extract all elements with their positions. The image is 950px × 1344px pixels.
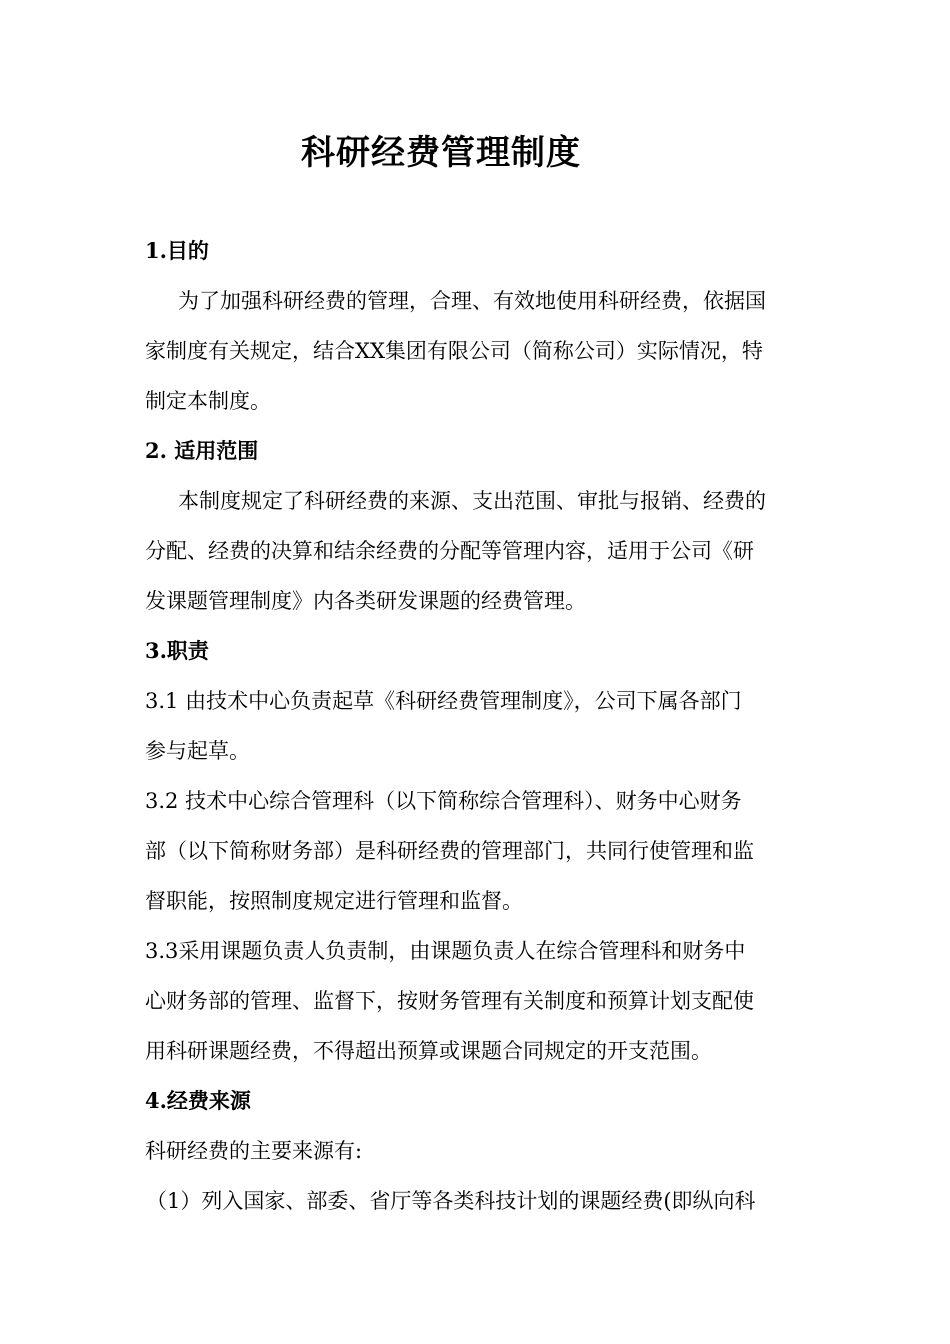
paragraph-line: 本制度规定了科研经费的来源、支出范围、审批与报销、经费的 bbox=[178, 489, 766, 513]
paragraph-line: 3.3采用课题负责人负责制，由课题负责人在综合管理科和财务中 bbox=[145, 939, 746, 963]
paragraph-line: 用科研课题经费，不得超出预算或课题合同规定的开支范围。 bbox=[145, 1039, 712, 1063]
section-heading-scope: 2. 适用范围 bbox=[145, 438, 259, 463]
paragraph-line: 发课题管理制度》内各类研发课题的经费管理。 bbox=[145, 589, 586, 613]
paragraph-line: 分配、经费的决算和结余经费的分配等管理内容，适用于公司《研 bbox=[145, 539, 754, 563]
paragraph-line: 督职能，按照制度规定进行管理和监督。 bbox=[145, 889, 523, 913]
paragraph-line: 心财务部的管理、监督下，按财务管理有关制度和预算计划支配使 bbox=[145, 989, 754, 1013]
paragraph-line: 家制度有关规定，结合XX集团有限公司（简称公司）实际情况，特 bbox=[145, 339, 763, 363]
paragraph-line: 参与起草。 bbox=[145, 739, 250, 763]
section-heading-duties: 3.职责 bbox=[145, 638, 209, 663]
paragraph-line: 科研经费的主要来源有: bbox=[145, 1139, 363, 1163]
paragraph-line: 3.2 技术中心综合管理科（以下简称综合管理科）、财务中心财务 bbox=[145, 789, 742, 813]
section-heading-funding-sources: 4.经费来源 bbox=[145, 1088, 251, 1113]
paragraph-line: 部（以下简称财务部）是科研经费的管理部门，共同行使管理和监 bbox=[145, 839, 754, 863]
paragraph-line: 制定本制度。 bbox=[145, 389, 271, 413]
paragraph-line: 为了加强科研经费的管理，合理、有效地使用科研经费，依据国 bbox=[178, 289, 766, 313]
list-item: （1）列入国家、部委、省厅等各类科技计划的课题经费(即纵向科 bbox=[146, 1189, 756, 1213]
section-heading-purpose: 1.目的 bbox=[145, 238, 209, 263]
paragraph-line: 3.1 由技术中心负责起草《科研经费管理制度》，公司下属各部门 bbox=[145, 689, 742, 713]
document-title: 科研经费管理制度 bbox=[301, 133, 581, 173]
